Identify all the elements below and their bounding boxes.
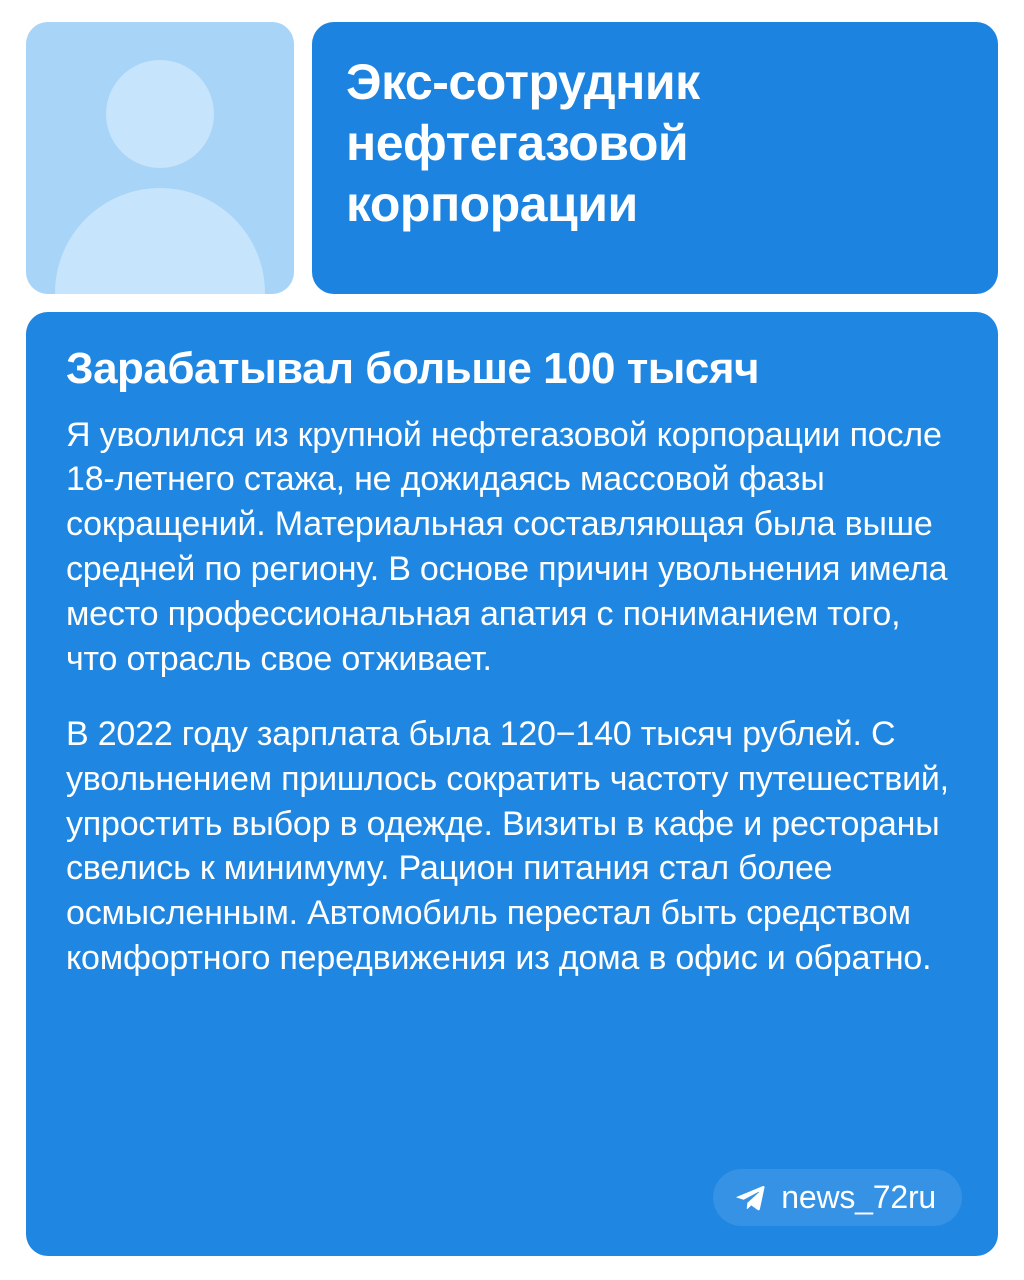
channel-badge[interactable]	[713, 1169, 962, 1226]
page-title: Экс-сотрудник нефтегазовой корпорации	[346, 54, 700, 232]
user-avatar-body-icon	[55, 188, 265, 294]
card-header	[26, 22, 998, 294]
body-paragraph: Я уволился из крупной нефтегазовой корпорации после 18-летнего стажа, не дожидаясь массовой фазы сокращений. Материальная составляющая была выше средней по региону. В основе причин увольнения имела место профессиональная апатия с пониманием того, что отрасль свое отживает.	[66, 415, 948, 678]
card-body	[26, 312, 998, 1256]
channel-name: news_72ru	[781, 1179, 936, 1215]
avatar	[26, 22, 294, 294]
user-avatar-icon	[106, 60, 214, 168]
telegram-icon	[733, 1181, 767, 1215]
subheading: Зарабатывал больше 100 тысяч	[66, 344, 760, 393]
headline-panel	[312, 22, 998, 294]
body-paragraph: В 2022 году зарплата была 120−140 тысяч рублей. С увольнением пришлось сократить частоту путешествий, упростить выбор в одежде. Визиты в кафе и рестораны свелись к минимуму. Рацион питания стал более осмысленным. Автомобиль перестал быть средством комфортного передвижения из дома в офис и обратно.	[66, 714, 949, 978]
